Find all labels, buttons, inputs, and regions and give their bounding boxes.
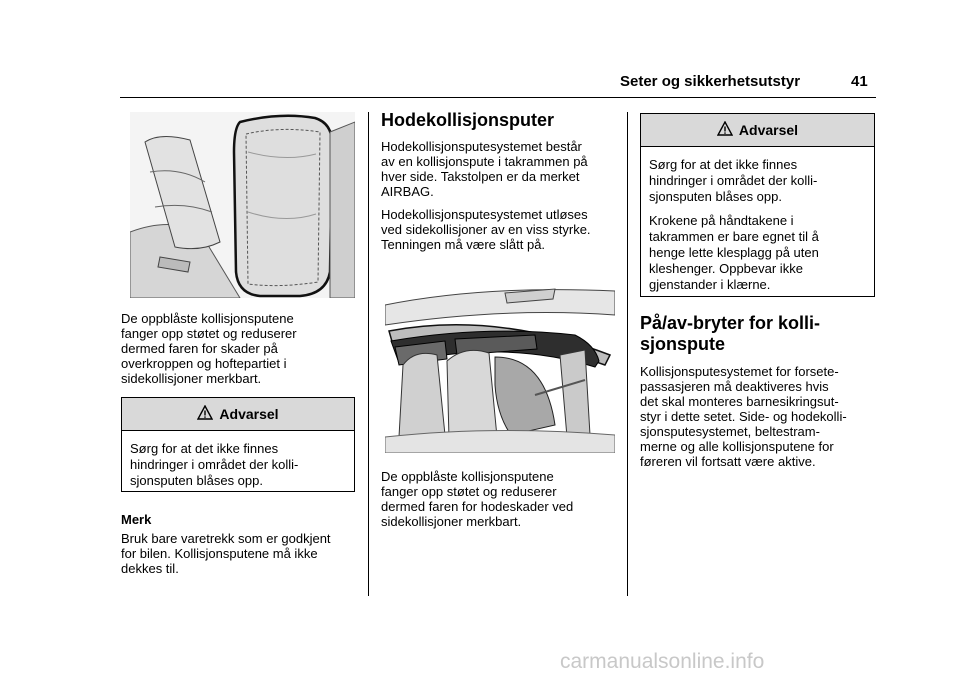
caption-line: De oppblåste kollisjonsputene: [381, 469, 554, 484]
section-heading-head-airbags: Hodekollisjonsputer: [381, 110, 555, 130]
note-line: dekkes til.: [121, 561, 179, 576]
warning-line: hindringer i området der kolli-: [649, 173, 818, 188]
note-label: Merk: [121, 512, 152, 527]
side-airbag-caption: [121, 311, 361, 386]
warning-line: henge lette klesplagg på uten: [649, 245, 819, 260]
warning-line: hindringer i området der kolli-: [130, 457, 299, 472]
warning-line: kleshenger. Oppbevar ikke: [649, 261, 803, 276]
airbag-switch-text: [640, 364, 880, 469]
head-airbag-illustration: [385, 285, 615, 453]
paragraph-line: styr i dette setet. Side- og hodekolli-: [640, 409, 847, 424]
paragraph-line: passasjeren må deaktiveres hvis: [640, 379, 829, 394]
caption-line: fanger opp støtet og reduserer: [381, 484, 557, 499]
paragraph-line: AIRBAG.: [381, 184, 434, 199]
caption-line: De oppblåste kollisjonsputene: [121, 311, 294, 326]
paragraph-line: Hodekollisjonsputesystemet består: [381, 139, 582, 154]
warning-title: Advarsel: [219, 406, 279, 422]
warning-box-head-airbag: [640, 113, 875, 297]
warning-triangle-icon: [197, 405, 213, 424]
warning-line: sjonsputen blåses opp.: [649, 189, 782, 204]
heading-line: På/av-bryter for kolli-: [640, 313, 821, 333]
paragraph-line: føreren vil fortsatt være aktive.: [640, 454, 816, 469]
head-airbag-text: [381, 139, 621, 260]
caption-line: dermed faren for hodeskader ved: [381, 499, 574, 514]
paragraph-line: merne og alle kollisjonsputene for: [640, 439, 834, 454]
warning-title: Advarsel: [738, 122, 799, 138]
heading-line: sjonspute: [640, 334, 726, 354]
caption-line: dermed faren for skader på: [121, 341, 278, 356]
head-airbag-caption: [381, 469, 621, 529]
paragraph-line: av en kollisjonspute i takrammen på: [381, 154, 588, 169]
note-line: Bruk bare varetrekk som er godkjent: [121, 531, 331, 546]
paragraph-line: ved sidekollisjoner av en viss styrke.: [381, 222, 591, 237]
warning-line: Sørg for at det ikke finnes: [649, 157, 798, 172]
warning-box-side-airbag: [121, 397, 355, 492]
warning-line: gjenstander i klærne.: [649, 277, 771, 292]
paragraph: [381, 207, 621, 252]
column-divider-1: [368, 112, 369, 596]
warning-line: takrammen er bare egnet til å: [649, 229, 819, 244]
warning-line: Krokene på håndtakene i: [649, 213, 794, 228]
watermark: carmanualsonline.info: [560, 650, 765, 673]
paragraph-line: sjonsputesystemet, beltestram-: [640, 424, 820, 439]
paragraph-line: Tenningen må være slått på.: [381, 237, 546, 252]
column-divider-2: [627, 112, 628, 596]
section-heading-airbag-switch: [640, 313, 880, 355]
paragraph-line: det skal monteres barnesikringsut-: [640, 394, 839, 409]
paragraph-line: hver side. Takstolpen er da merket: [381, 169, 580, 184]
warning-header: [122, 398, 354, 431]
note-block: [121, 512, 366, 576]
header-rule: [120, 97, 876, 98]
warning-line: sjonsputen blåses opp.: [130, 473, 263, 488]
note-line: for bilen. Kollisjonsputene må ikke: [121, 546, 318, 561]
warning-line: Sørg for at det ikke finnes: [130, 441, 279, 456]
caption-line: overkroppen og hoftepartiet i: [121, 356, 287, 371]
caption-line: sidekollisjoner merkbart.: [121, 371, 262, 386]
paragraph-line: Hodekollisjonsputesystemet utløses: [381, 207, 588, 222]
running-header-title: Seter og sikkerhetsutstyr: [620, 73, 801, 90]
warning-triangle-icon: [717, 121, 733, 140]
warning-paragraph: [649, 157, 866, 205]
warning-body: [122, 431, 354, 495]
page-number: 41: [851, 73, 868, 90]
paragraph: [381, 139, 621, 199]
caption-line: fanger opp støtet og reduserer: [121, 326, 297, 341]
warning-header: [641, 114, 874, 147]
side-airbag-illustration: [130, 112, 355, 298]
warning-paragraph: [649, 213, 866, 293]
caption-line: sidekollisjoner merkbart.: [381, 514, 522, 529]
warning-body: [641, 147, 874, 307]
paragraph-line: Kollisjonsputesystemet for forsete-: [640, 364, 839, 379]
